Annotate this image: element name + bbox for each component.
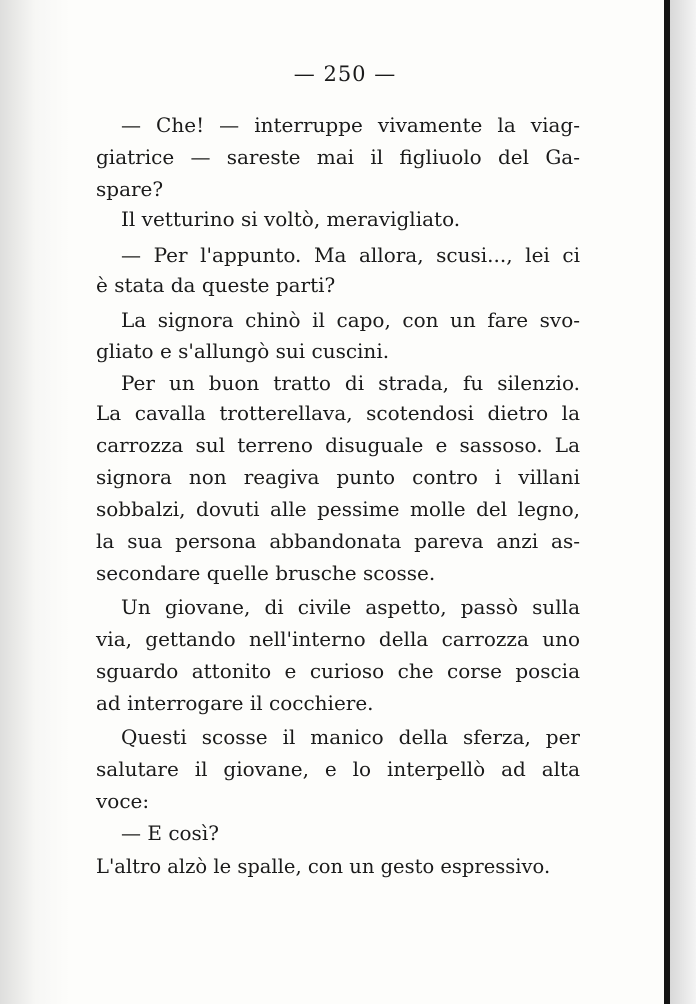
text-line-20: Questi scosse il manico della sferza, per	[121, 725, 580, 749]
text-line-16: Un giovane, di civile aspetto, passò sulla	[121, 595, 580, 619]
text-line-18: sguardo attonito e curioso che corse poscia	[96, 659, 580, 683]
scan-margin-strip	[670, 0, 696, 1004]
text-line-2: giatrice — sareste mai il figliuolo del Ga-	[96, 145, 580, 169]
text-line-17: via, gettando nell'interno della carrozza uno	[96, 627, 580, 651]
text-line-5: — Per l'appunto. Ma allora, scusi..., lei ci	[121, 243, 580, 267]
text-line-22: voce:	[96, 789, 150, 813]
text-line-4: Il vetturino si voltò, meravigliato.	[121, 207, 461, 231]
text-line-9: Per un buon tratto di strada, fu silenzio.	[121, 371, 580, 395]
text-line-7: La signora chinò il capo, con un fare svo-	[121, 308, 580, 332]
text-line-24: L'altro alzò le spalle, con un gesto espressivo.	[96, 855, 551, 878]
text-line-19: ad interrogare il cocchiere.	[96, 691, 374, 715]
text-line-12: signora non reagiva punto contro i villani	[96, 465, 580, 489]
text-line-8: gliato e s'allungò sui cuscini.	[96, 339, 390, 363]
text-line-6: è stata da queste parti?	[96, 273, 336, 297]
text-line-15: secondare quelle brusche scosse.	[96, 561, 436, 585]
text-line-13: sobbalzi, dovuti alle pessime molle del legno,	[96, 497, 580, 521]
text-line-10: La cavalla trotterellava, scotendosi dietro la	[96, 401, 580, 425]
text-line-23: — E così?	[121, 821, 219, 845]
text-line-1: — Che! — interruppe vivamente la viag-	[121, 113, 580, 137]
text-line-3: spare?	[96, 177, 164, 201]
page-gutter-shadow	[0, 0, 70, 1004]
text-line-14: la sua persona abbandonata pareva anzi as-	[96, 529, 580, 553]
text-line-21: salutare il giovane, e lo interpellò ad alta	[96, 757, 580, 781]
page-number: — 250 —	[293, 62, 397, 86]
text-line-11: carrozza sul terreno disuguale e sassoso. La	[96, 433, 580, 457]
